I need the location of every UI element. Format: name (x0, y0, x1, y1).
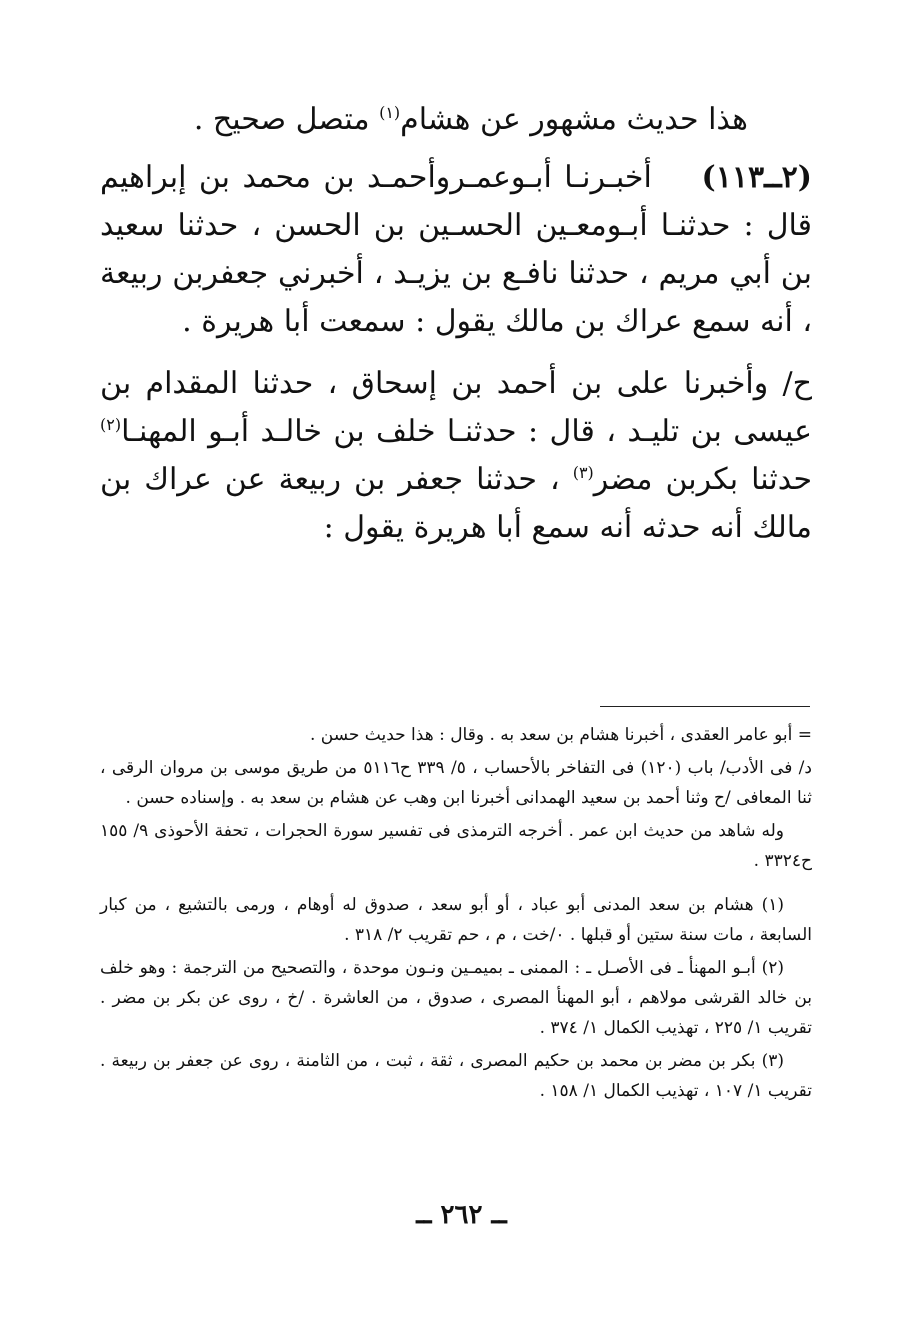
intro-text-end: متصل صحيح . (193, 102, 380, 137)
hadith-paragraph-2 (100, 360, 812, 552)
main-text (100, 96, 812, 566)
footnote-3: (٣) بكر بن مضر بن محمد بن حكيم المصرى ، ثقة ، ثبت ، من الثامنة ، روى عن جعفر بن ربيعة . تقريب ١/ ١٠٧ ، تهذيب الكمال ١/ ١٥٨ . (100, 1051, 812, 1101)
hadith-text-2c: ، حدثنا جعفر بن ربيعة عن عراك بن مالك أنه حدثه أنه سمع أبا هريرة يقول : (100, 462, 812, 545)
footnote-separator (600, 706, 810, 707)
footnote-ref-2: (٢) (100, 415, 122, 434)
footnote-shahid: وله شاهد من حديث ابن عمر . أخرجه الترمذى فى تفسير سورة الحجرات ، تحفة الأحوذى ٩/ ١٥٥ ح٣٣٢٤ . (100, 821, 812, 871)
footnote-ref-3: (٣) (572, 463, 594, 482)
intro-text: هذا حديث مشهور عن هشام (400, 102, 748, 137)
intro-line (100, 96, 748, 144)
footnote-1: (١) هشام بن سعد المدنى أبو عباد ، أو أبو سعد ، صدوق له أوهام ، ورمى بالتشيع ، من كبار السابعة ، مات سنة ستين أو قبلها . ٠/خت ، م ، حم تقريب ٢/ ٣١٨ . (100, 895, 812, 945)
hadith-paragraph-1 (100, 154, 812, 346)
footnotes (100, 720, 812, 1109)
hadith-text-1: أخبـرنـا أبـوعمـروأحمـد بن محمد بن إبراهيم قال : حدثنـا أبـومعـين الحسـين بن الحسن ، حدثنا سعيد بن أبي مريم ، حدثنا نافـع بن يزيـد ، أخبرني جعفربن ربيعة ، أنه سمع عراك بن مالك يقول : سمعت أبا هريرة . (100, 160, 812, 339)
footnote-abu-dawud: د/ فى الأدب/ باب (١٢٠) فى التفاخر بالأحساب ، ٥/ ٣٣٩ ح٥١١٦ من طريق موسى بن مروان الرقى ، ثنا المعافى /ح وثنا أحمد بن سعيد الهمدانى أخبرنا ابن وهب عن هشام بن سعد به . وإسناده حسن . (100, 758, 812, 808)
hadith-text-2a: ح/ وأخبرنا على بن أحمد بن إسحاق ، حدثنا المقدام بن عيسى بن تليـد ، قال : حدثنـا خلف بن خالـد أبـو المهنـا (100, 366, 812, 449)
footnote-2: (٢) أبـو المهنأ ـ فى الأصـل ـ : الممنى ـ بميمـين ونـون موحدة ، والتصحيح من الترجمة : وهو خلف بن خالد القرشى مولاهم ، أبو المهنأ المصرى ، صدوق ، من العاشرة . /خ ، روى عن بكر بن مضر . تقريب ١/ ٢٢٥ ، تهذيب الكمال ١/ ٣٧٤ . (100, 958, 812, 1038)
footnote-continued: = أبو عامر العقدى ، أخبرنا هشام بن سعد به . وقال : هذا حديث حسن . (309, 725, 812, 745)
footnote-ref-1: (١) (379, 103, 401, 122)
hadith-number: (٢ــ١١٣) (701, 160, 812, 195)
page-number: ــ ٢٦٢ ــ (416, 1200, 507, 1230)
hadith-text-2b: حدثنا بكربن مضر (593, 462, 812, 497)
